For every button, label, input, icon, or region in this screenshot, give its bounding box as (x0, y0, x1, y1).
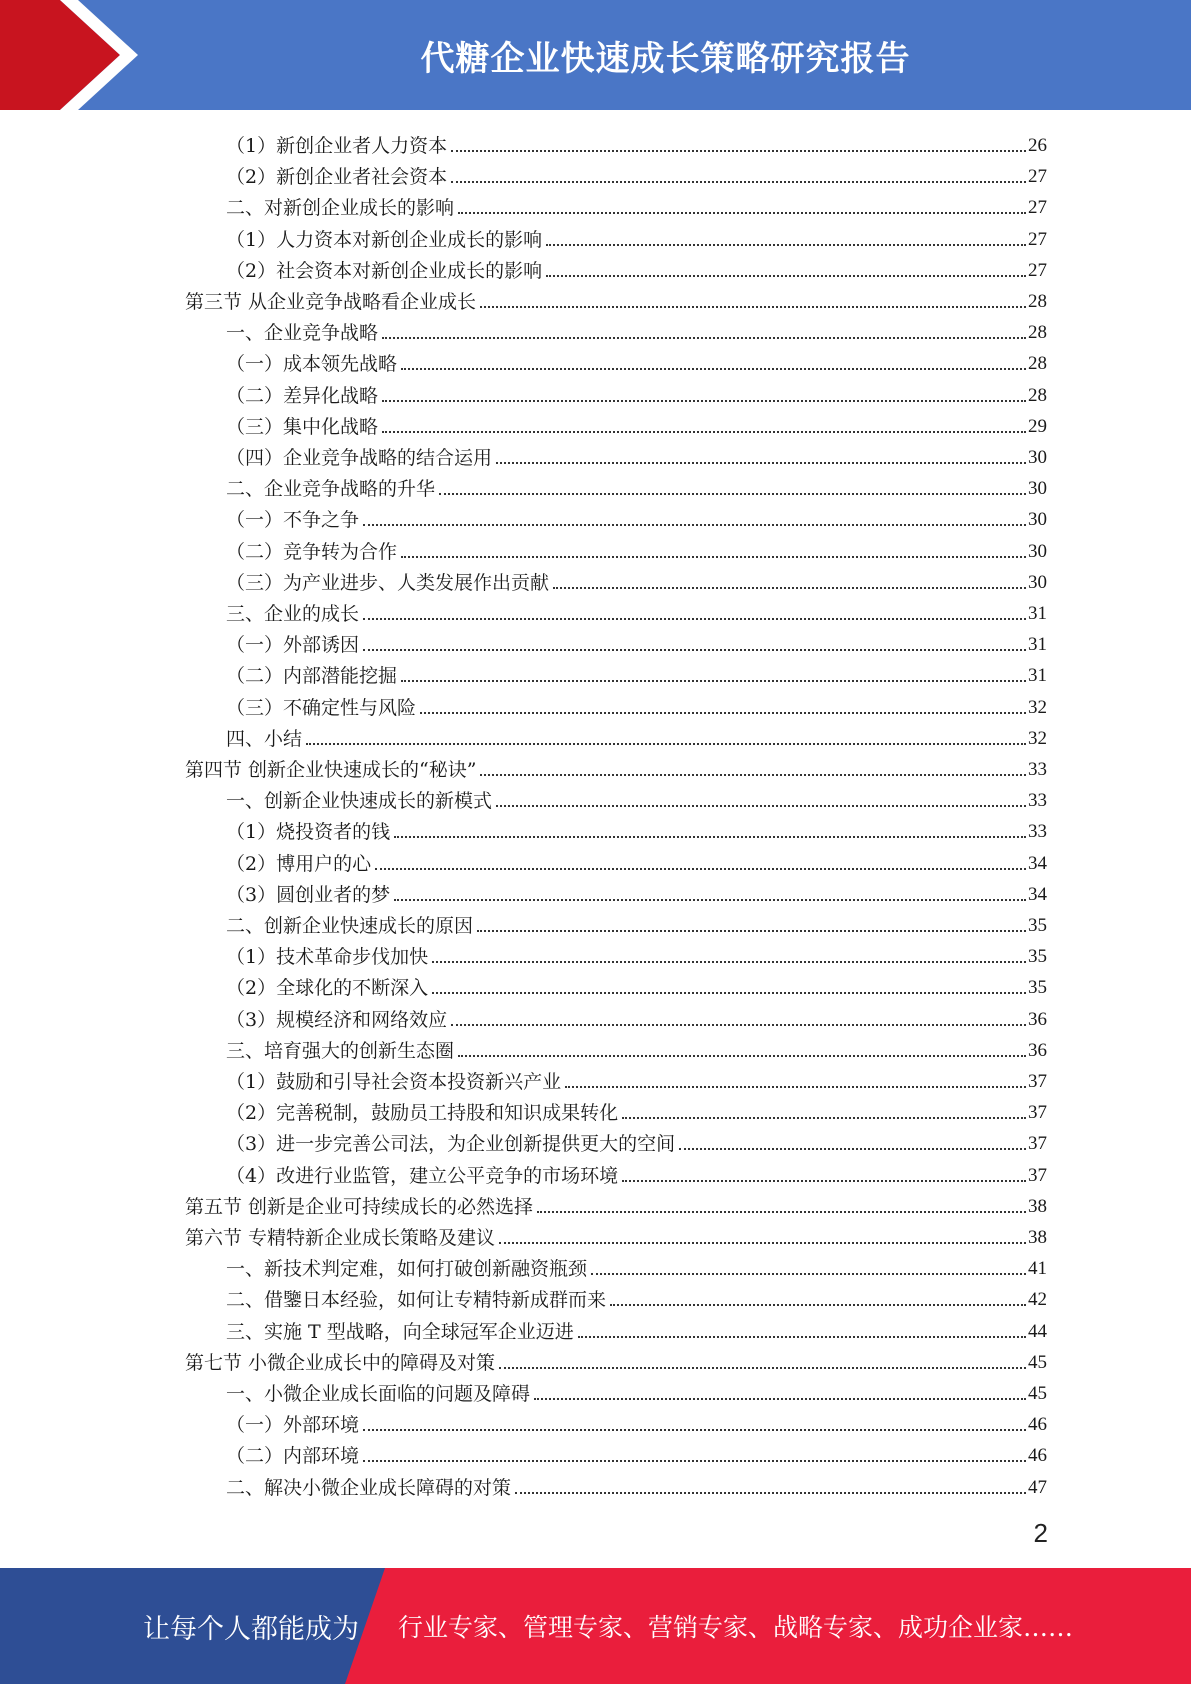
toc-entry-title: 二、企业竞争战略的升华 (226, 478, 436, 501)
toc-entry[interactable] (226, 688, 1047, 719)
toc-entry-title: （三）集中化战略 (226, 415, 379, 438)
toc-entry[interactable] (226, 875, 1047, 906)
toc-entry-page: 44 (1028, 1320, 1047, 1342)
toc-dot-leader (515, 1491, 1026, 1494)
toc-entry[interactable] (226, 1280, 1047, 1311)
toc-entry[interactable] (226, 532, 1047, 563)
toc-entry-title: （1）新创企业者人力资本 (226, 135, 448, 157)
footer-slogan-left: 让每个人都能成为 (143, 1613, 359, 1645)
toc-entry[interactable] (226, 844, 1047, 875)
toc-dot-leader (679, 1147, 1026, 1150)
toc-dot-leader (496, 461, 1026, 464)
toc-entry[interactable] (185, 1218, 1047, 1249)
toc-entry[interactable] (226, 719, 1047, 750)
toc-entry-title: （1）技术革命步伐加快 (226, 946, 429, 969)
toc-entry-page: 30 (1028, 540, 1047, 562)
toc-entry-page: 36 (1028, 1039, 1047, 1061)
toc-entry-page: 47 (1028, 1476, 1047, 1498)
page-footer (0, 1568, 1191, 1684)
toc-entry[interactable] (185, 282, 1047, 313)
toc-entry-page: 33 (1028, 759, 1047, 780)
toc-dot-leader (375, 867, 1026, 870)
toc-dot-leader (546, 243, 1026, 246)
toc-entry-page: 37 (1028, 1133, 1047, 1155)
toc-entry-page: 26 (1028, 135, 1047, 156)
toc-entry[interactable] (226, 812, 1047, 843)
toc-entry-title: （一）外部诱因 (226, 634, 360, 657)
toc-entry[interactable] (226, 344, 1047, 375)
toc-dot-leader (591, 1272, 1026, 1275)
toc-dot-leader (382, 336, 1026, 339)
toc-dot-leader (432, 991, 1026, 994)
toc-entry-title: 一、小微企业成长面临的问题及障碍 (226, 1383, 531, 1405)
toc-entry-page: 32 (1028, 696, 1047, 718)
toc-entry-page: 28 (1028, 291, 1047, 312)
toc-entry-page: 27 (1028, 259, 1047, 281)
toc-entry[interactable] (185, 750, 1047, 781)
toc-entry-page: 35 (1028, 915, 1047, 936)
toc-entry-page: 27 (1028, 228, 1047, 250)
toc-entry[interactable] (226, 906, 1047, 937)
toc-entry[interactable] (226, 1156, 1047, 1187)
toc-entry-page: 46 (1028, 1445, 1047, 1467)
toc-entry[interactable] (226, 220, 1047, 251)
toc-entry[interactable] (226, 376, 1047, 407)
toc-entry-title: （3）圆创业者的梦 (226, 883, 391, 906)
toc-entry-page: 36 (1028, 1008, 1047, 1030)
toc-dot-leader (401, 367, 1026, 370)
toc-entry-title: 第七节 小微企业成长中的障碍及对策 (185, 1351, 496, 1374)
toc-entry-title: （三）不确定性与风险 (226, 696, 417, 719)
toc-entry[interactable] (226, 469, 1047, 500)
toc-dot-leader (578, 1335, 1026, 1338)
toc-entry-page: 41 (1028, 1258, 1047, 1280)
toc-entry[interactable] (226, 126, 1047, 157)
toc-entry-title: （二）竞争转为合作 (226, 540, 398, 563)
toc-dot-leader (363, 523, 1026, 526)
toc-entry-page: 29 (1028, 415, 1047, 437)
toc-entry[interactable] (185, 1343, 1047, 1374)
toc-entry-title: 一、创新企业快速成长的新模式 (226, 790, 493, 813)
toc-dot-leader (363, 1428, 1026, 1431)
toc-entry-title: （2）新创企业者社会资本 (226, 166, 448, 189)
toc-entry-page: 42 (1028, 1289, 1047, 1311)
toc-dot-leader (363, 648, 1026, 651)
toc-entry-page: 30 (1028, 447, 1047, 468)
toc-dot-leader (496, 804, 1026, 807)
toc-entry[interactable] (226, 594, 1047, 625)
header-chevron-icon (0, 0, 150, 110)
toc-entry[interactable] (226, 563, 1047, 594)
toc-entry-page: 27 (1028, 197, 1047, 219)
toc-entry-page: 27 (1028, 166, 1047, 188)
toc-dot-leader (382, 399, 1026, 402)
toc-dot-leader (451, 1023, 1026, 1026)
toc-entry-title: 二、借鑒日本经验，如何让专精特新成群而来 (226, 1289, 607, 1312)
toc-entry[interactable] (226, 1312, 1047, 1343)
toc-entry[interactable] (226, 1000, 1047, 1031)
toc-entry-page: 37 (1028, 1102, 1047, 1124)
toc-dot-leader (420, 711, 1026, 714)
toc-entry-page: 45 (1028, 1383, 1047, 1404)
toc-entry-page: 31 (1028, 634, 1047, 656)
toc-entry-title: （四）企业竞争战略的结合运用 (226, 447, 493, 469)
toc-entry[interactable] (226, 1093, 1047, 1124)
toc-dot-leader (401, 555, 1026, 558)
toc-entry[interactable] (226, 1374, 1047, 1405)
toc-entry-page: 37 (1028, 1071, 1047, 1092)
toc-entry-title: 第五节 创新是企业可持续成长的必然选择 (185, 1195, 534, 1218)
toc-entry[interactable] (226, 1468, 1047, 1499)
toc-entry[interactable] (226, 313, 1047, 344)
toc-entry-title: 二、对新创企业成长的影响 (226, 197, 455, 220)
toc-entry-title: （二）内部潜能挖掘 (226, 665, 398, 688)
toc-dot-leader (499, 1241, 1026, 1244)
toc-entry-page: 38 (1028, 1227, 1047, 1248)
toc-entry-page: 28 (1028, 384, 1047, 406)
toc-dot-leader (622, 1116, 1026, 1119)
toc-entry-title: （3）进一步完善公司法，为企业创新提供更大的空间 (226, 1133, 676, 1156)
toc-entry-page: 38 (1028, 1195, 1047, 1217)
toc-entry-page: 30 (1028, 571, 1047, 593)
toc-entry[interactable] (226, 625, 1047, 656)
footer-slogan-right: 行业专家、管理专家、营销专家、战略专家、成功企业家…… (398, 1613, 1074, 1642)
toc-dot-leader (622, 1179, 1026, 1182)
toc-dot-leader (432, 960, 1026, 963)
toc-entry-title: 三、实施 T 型战略，向全球冠军企业迈进 (226, 1320, 574, 1343)
toc-entry-page: 35 (1028, 977, 1047, 999)
toc-dot-leader (610, 1303, 1026, 1306)
toc-dot-leader (534, 1397, 1026, 1400)
toc-dot-leader (382, 430, 1026, 433)
page-number: 2 (1033, 1518, 1048, 1548)
toc-entry[interactable] (226, 656, 1047, 687)
toc-dot-leader (537, 1210, 1026, 1213)
toc-dot-leader (394, 835, 1026, 838)
toc-dot-leader (565, 1085, 1026, 1088)
toc-dot-leader (306, 742, 1026, 745)
toc-entry-title: （一）不争之争 (226, 509, 360, 532)
toc-entry-title: 三、培育强大的创新生态圈 (226, 1039, 455, 1062)
toc-entry[interactable] (226, 937, 1047, 968)
toc-entry-title: 二、创新企业快速成长的原因 (226, 915, 474, 937)
toc-entry-page: 32 (1028, 727, 1047, 749)
toc-dot-leader (451, 149, 1026, 152)
toc-entry-title: （1）烧投资者的钱 (226, 821, 391, 844)
toc-entry-title: 第三节 从企业竞争战略看企业成长 (185, 291, 477, 313)
toc-entry-title: （三）为产业进步、人类发展作出贡献 (226, 571, 550, 594)
toc-entry[interactable] (226, 500, 1047, 531)
toc-entry[interactable] (226, 407, 1047, 438)
toc-entry[interactable] (226, 781, 1047, 812)
toc-entry-page: 45 (1028, 1351, 1047, 1373)
toc-dot-leader (546, 274, 1026, 277)
toc-entry-page: 31 (1028, 603, 1047, 624)
toc-entry-page: 31 (1028, 665, 1047, 687)
toc-entry-page: 30 (1028, 478, 1047, 500)
toc-entry-title: 第四节 创新企业快速成长的“秘诀” (185, 759, 477, 781)
toc-entry-title: 一、新技术判定难，如何打破创新融资瓶颈 (226, 1258, 588, 1281)
toc-entry[interactable] (226, 188, 1047, 219)
toc-entry-title: （2）全球化的不断深入 (226, 977, 429, 1000)
toc-dot-leader (401, 679, 1026, 682)
toc-entry-page: 37 (1028, 1164, 1047, 1186)
toc-entry[interactable] (226, 1405, 1047, 1436)
toc-dot-leader (394, 898, 1026, 901)
toc-entry-title: （一）外部环境 (226, 1414, 360, 1437)
toc-dot-leader (458, 1054, 1026, 1057)
toc-entry-title: 一、企业竞争战略 (226, 322, 379, 345)
toc-entry-title: 二、解决小微企业成长障碍的对策 (226, 1476, 512, 1499)
toc-entry[interactable] (226, 1436, 1047, 1467)
toc-entry-title: 四、小结 (226, 727, 303, 750)
toc-entry-page: 30 (1028, 509, 1047, 531)
report-title: 代糖企业快速成长策略研究报告 (420, 38, 911, 79)
toc-entry-page: 33 (1028, 821, 1047, 843)
toc-entry[interactable] (226, 1124, 1047, 1155)
toc-entry[interactable] (226, 157, 1047, 188)
toc-entry-page: 28 (1028, 322, 1047, 344)
toc-entry-page: 34 (1028, 883, 1047, 905)
toc-entry-title: 第六节 专精特新企业成长策略及建议 (185, 1227, 496, 1249)
toc-dot-leader (553, 586, 1026, 589)
toc-entry[interactable] (226, 1062, 1047, 1093)
toc-entry-title: （2）完善税制，鼓励员工持股和知识成果转化 (226, 1102, 619, 1125)
toc-entry-title: （二）内部环境 (226, 1445, 360, 1468)
toc-dot-leader (499, 1366, 1026, 1369)
toc-entry-page: 33 (1028, 790, 1047, 812)
toc-entry-page: 34 (1028, 852, 1047, 874)
toc-entry-title: （3）规模经济和网络效应 (226, 1008, 448, 1031)
toc-entry[interactable] (226, 438, 1047, 469)
toc-entry-title: （2）社会资本对新创企业成长的影响 (226, 259, 543, 282)
toc-dot-leader (439, 492, 1026, 495)
toc-dot-leader (480, 305, 1026, 308)
toc-entry-title: （二）差异化战略 (226, 384, 379, 407)
toc-dot-leader (477, 929, 1026, 932)
toc-entry-title: （1）鼓励和引导社会资本投资新兴产业 (226, 1071, 562, 1093)
toc-dot-leader (363, 617, 1026, 620)
toc-entry-title: （一）成本领先战略 (226, 353, 398, 376)
toc-entry-page: 35 (1028, 946, 1047, 968)
toc-dot-leader (363, 1459, 1026, 1462)
toc-entry-title: （4）改进行业监管，建立公平竞争的市场环境 (226, 1164, 619, 1187)
toc-entry-page: 28 (1028, 353, 1047, 375)
toc-entry[interactable] (226, 1249, 1047, 1280)
toc-dot-leader (458, 211, 1026, 214)
toc-entry-title: （2）博用户的心 (226, 852, 372, 875)
toc-entry-page: 46 (1028, 1414, 1047, 1436)
toc-dot-leader (480, 773, 1026, 776)
toc-entry-title: （1）人力资本对新创企业成长的影响 (226, 228, 543, 251)
toc-entry-title: 三、企业的成长 (226, 603, 360, 625)
toc-entry[interactable] (185, 1187, 1047, 1218)
toc-entry[interactable] (226, 968, 1047, 999)
toc-entry[interactable] (226, 1031, 1047, 1062)
toc-entry[interactable] (226, 251, 1047, 282)
page-header (0, 0, 1191, 110)
toc-dot-leader (451, 180, 1026, 183)
